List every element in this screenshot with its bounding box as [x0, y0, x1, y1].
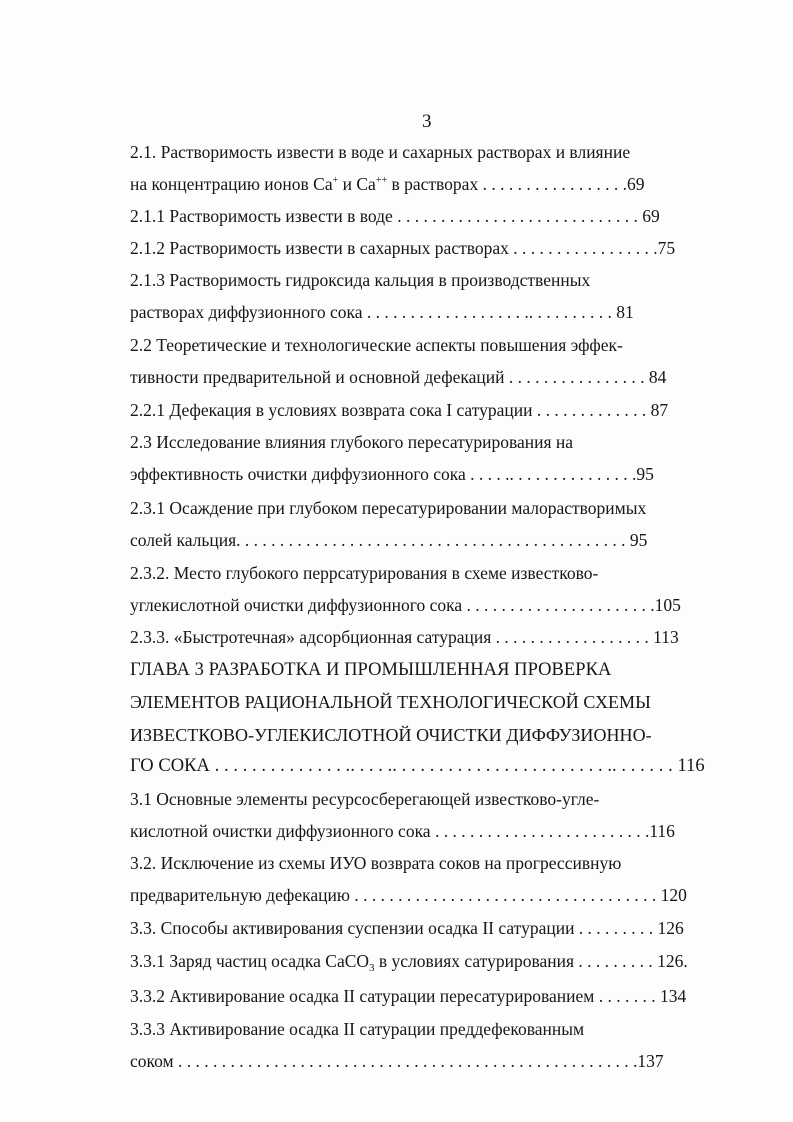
toc-entry-2-1-cont: на концентрацию ионов Ca+ и Ca++ в растворах . . . . . . . . . . . . . . . . .69 — [130, 174, 645, 194]
chapter-3-heading-line-2: ЭЛЕМЕНТОВ РАЦИОНАЛЬНОЙ ТЕХНОЛОГИЧЕСКОЙ СХЕМЫ — [130, 692, 651, 712]
chapter-3-heading-line-4: ГО СОКА . . . . . . . . . . . . . . .. . . . .. . . . . . . . . . . . . . . . . . . . . . . .. . . . . . . 116 — [130, 756, 705, 776]
toc-entry-2-3-cont: эффективность очистки диффузионного сока . . . . .. . . . . . . . . . . . . . .95 — [130, 464, 654, 484]
toc-entry-2-2: 2.2 Теоретические и технологические аспекты повышения эффек- — [130, 335, 623, 355]
toc-entry-3-3-3: 3.3.3 Активирование осадка II сатурации преддефекованным — [130, 1019, 585, 1039]
toc-entry-2-3-2-cont: углекислотной очистки диффузионного сока . . . . . . . . . . . . . . . . . . . . . .105 — [130, 595, 681, 615]
toc-entry-2-1-2: 2.1.2 Растворимость извести в сахарных растворах . . . . . . . . . . . . . . . . .75 — [130, 238, 676, 258]
toc-entry-3-2: 3.2. Исключение из схемы ИУО возврата соков на прогрессивную — [130, 853, 622, 873]
toc-entry-2-3-1-cont: солей кальция. . . . . . . . . . . . . . . . . . . . . . . . . . . . . . . . . . . . . . . . . . . . . 95 — [130, 530, 648, 550]
toc-entry-3-1-cont: кислотной очистки диффузионного сока . . . . . . . . . . . . . . . . . . . . . . . . .116 — [130, 821, 675, 841]
toc-entry-2-2-cont: тивности предварительной и основной дефекаций . . . . . . . . . . . . . . . . 84 — [130, 367, 667, 387]
toc-entry-2-1: 2.1. Растворимость извести в воде и сахарных растворах и влияние — [130, 142, 631, 162]
toc-entry-3-3-1: 3.3.1 Заряд частиц осадка CaCO$_3$ в условиях сатурирования . . . . . . . . . 126. — [130, 951, 688, 974]
toc-entry-2-3-1: 2.3.1 Осаждение при глубоком пересатурировании малорастворимых — [130, 498, 647, 518]
toc-entry-3-3: 3.3. Способы активирования суспензии осадка II сатурации . . . . . . . . . 126 — [130, 918, 684, 938]
toc-entry-2-2-1: 2.2.1 Дефекация в условиях возврата сока I сатурации . . . . . . . . . . . . . 87 — [130, 400, 669, 420]
chapter-3-heading-line-3: ИЗВЕСТКОВО-УГЛЕКИСЛОТНОЙ ОЧИСТКИ ДИФФУЗИОННО- — [130, 725, 652, 745]
toc-entry-2-3: 2.3 Исследование влияния глубокого пересатурирования на — [130, 432, 574, 452]
toc-entry-3-2-cont: предварительную дефекацию . . . . . . . . . . . . . . . . . . . . . . . . . . . . . . . . . . . 120 — [130, 885, 687, 905]
toc-entry-2-3-2: 2.3.2. Место глубокого перрсатурирования в схеме известково- — [130, 563, 599, 583]
toc-entry-2-1-3-cont: растворах диффузионного сока . . . . . . . . . . . . . . . . . . .. . . . . . . . . . 81 — [130, 302, 634, 322]
toc-entry-3-3-3-cont: соком . . . . . . . . . . . . . . . . . . . . . . . . . . . . . . . . . . . . . . . . . . . . . . . . . . . . .137 — [130, 1051, 664, 1071]
toc-entry-2-1-3: 2.1.3 Растворимость гидроксида кальция в производственных — [130, 270, 591, 290]
toc-entry-2-1-1: 2.1.1 Растворимость извести в воде . . . . . . . . . . . . . . . . . . . . . . . . . . . . 69 — [130, 206, 660, 226]
page-number: 3 — [422, 111, 432, 132]
chapter-3-heading-line-1: ГЛАВА 3 РАЗРАБОТКА И ПРОМЫШЛЕННАЯ ПРОВЕРКА — [130, 660, 612, 680]
toc-entry-3-3-2: 3.3.2 Активирование осадка II сатурации пересатурированием . . . . . . . 134 — [130, 986, 687, 1006]
toc-entry-2-3-3: 2.3.3. «Быстротечная» адсорбционная сатурация . . . . . . . . . . . . . . . . . . 113 — [130, 627, 679, 647]
toc-entry-3-1: 3.1 Основные элементы ресурсосберегающей известково-угле- — [130, 789, 600, 809]
